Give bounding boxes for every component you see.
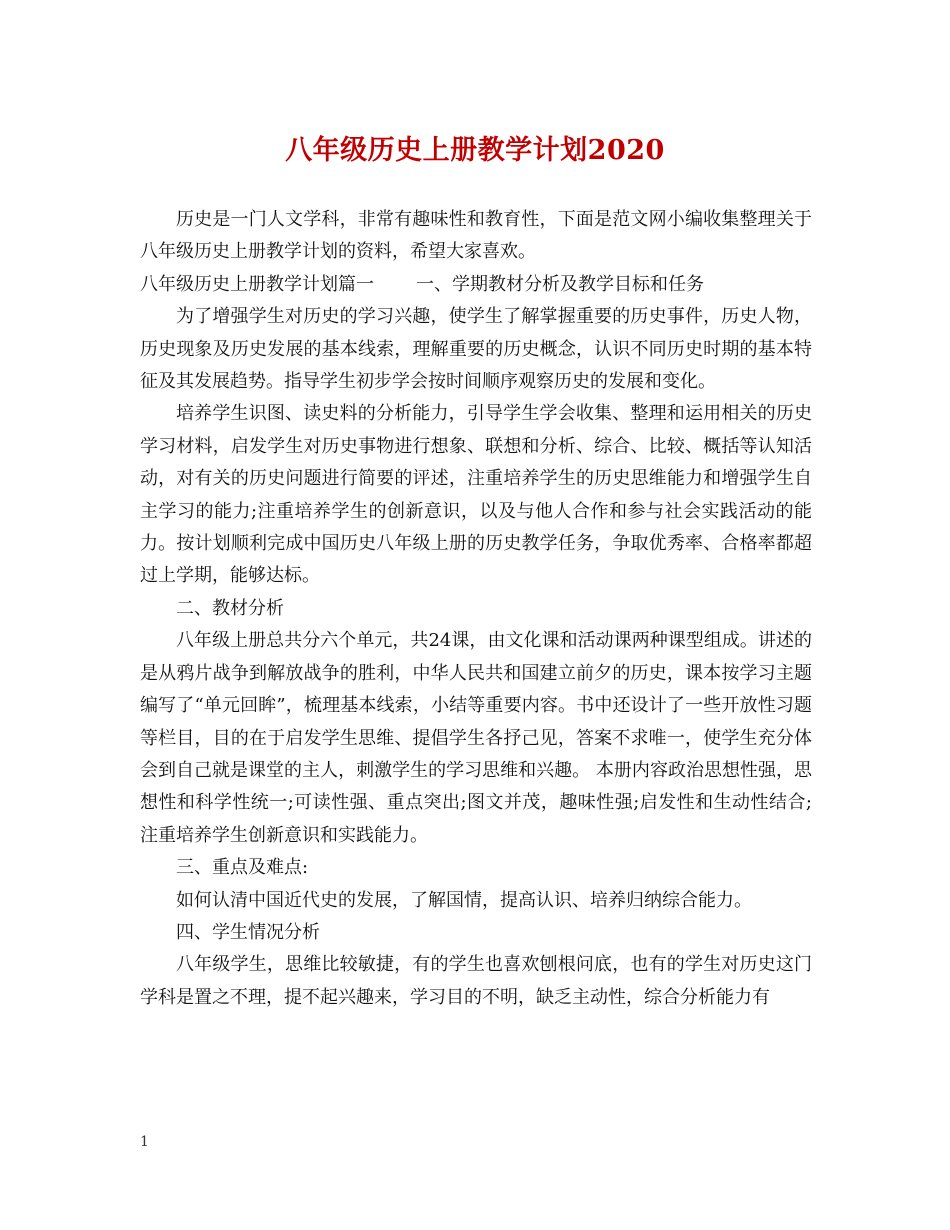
- section-heading: [140, 269, 812, 301]
- heading-student-analysis: 四、学生情况分析: [176, 921, 320, 943]
- heading-material-analysis: 二、教材分析: [176, 597, 284, 619]
- heading-key-points: 三、重点及难点:: [176, 857, 309, 879]
- goal-paragraph-1: 为了增强学生对历史的学习兴趣，使学生了解掌握重要的历史事件，历史人物，历史现象及历史发展的基本线索，理解重要的历史概念，认识不同历史时期的基本特征及其发展趋势。指导学生初步学会按时间顺序观察历史的发展和变化。: [140, 306, 812, 393]
- document-title: 八年级历史上册教学计划2020: [285, 135, 665, 166]
- section-heading-title: 八年级历史上册教学计划篇一: [140, 273, 374, 295]
- key-points-paragraph: 如何认清中国近代史的发展，了解国情，提高认识、培养归纳综合能力。: [176, 889, 752, 911]
- page-number: 1: [140, 1134, 149, 1150]
- material-paragraph: 八年级上册总共分六个单元，共24课，由文化课和活动课两种课型组成。讲述的是从鸦片战争到解放战争的胜利，中华人民共和国建立前夕的历史，课本按学习主题编写了“单元回眸”，梳理基本线索，小结等重要内容。书中还设计了一些开放性习题等栏目，目的在于启发学生思维、提倡学生各抒己见，答案不求唯一，使学生充分体会到自己就是课堂的主人，刺激学生的学习思维和兴趣。 本册内容政治思想性强，思想性和科学性统一;可读性强、重点突出;图文并茂，趣味性强;启发性和生动性结合;注重培养学生创新意识和实践能力。: [140, 630, 812, 846]
- students-paragraph: 八年级学生，思维比较敏捷，有的学生也喜欢刨根问底，也有的学生对历史这门学科是置之不理，提不起兴趣来，学习目的不明，缺乏主动性，综合分析能力有: [140, 954, 812, 1008]
- intro-paragraph: 历史是一门人文学科，非常有趣味性和教育性，下面是范文网小编收集整理关于八年级历史上册教学计划的资料，希望大家喜欢。: [140, 209, 812, 263]
- section-heading-subtitle: 一、学期教材分析及教学目标和任务: [416, 273, 704, 295]
- document-body: [140, 204, 812, 1014]
- goal-paragraph-2: 培养学生识图、读史料的分析能力，引导学生学会收集、整理和运用相关的历史学习材料，启发学生对历史事物进行想象、联想和分析、综合、比较、概括等认知活动，对有关的历史问题进行简要的评述，注重培养学生的历史思维能力和增强学生自主学习的能力;注重培养学生的创新意识，以及与他人合作和参与社会实践活动的能力。按计划顺利完成中国历史八年级上册的历史教学任务，争取优秀率、合格率都超过上学期，能够达标。: [140, 403, 812, 587]
